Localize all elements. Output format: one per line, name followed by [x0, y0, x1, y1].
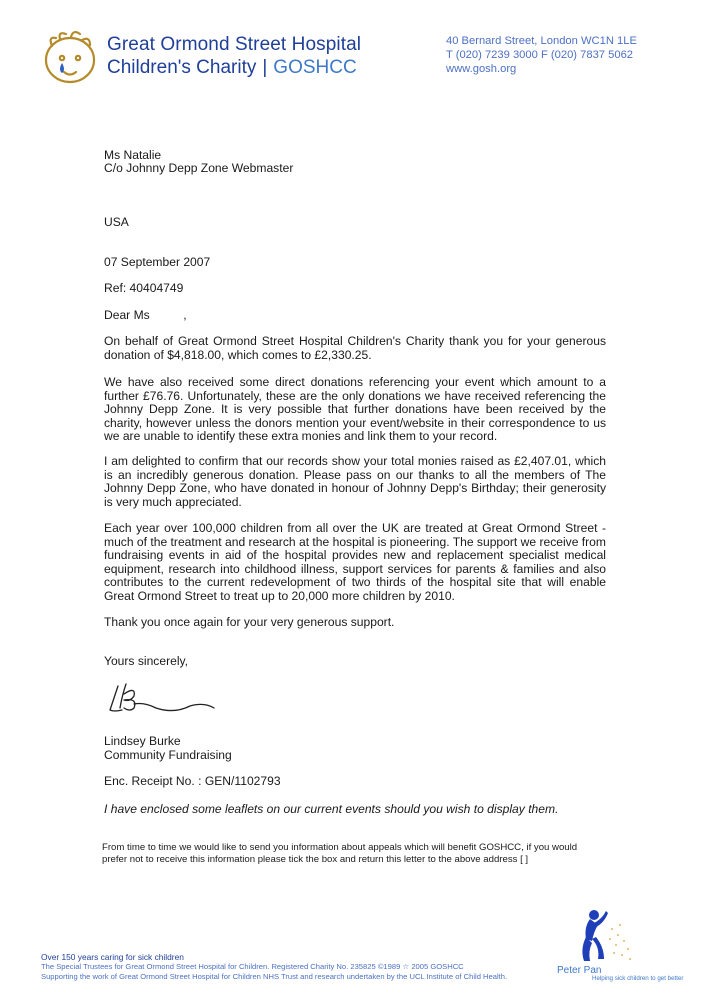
footer	[41, 952, 561, 982]
org-name-line2	[107, 57, 357, 79]
phone-fax-line: T (020) 7239 3000 F (020) 7837 5062	[446, 49, 634, 61]
signatory-name: Lindsey Burke	[104, 734, 181, 748]
org-name-text: Children's Charity	[107, 57, 257, 78]
handwritten-signature	[104, 680, 216, 716]
recipient-country: USA	[104, 215, 129, 229]
paragraph-final-thanks: Thank you once again for your very generous support.	[104, 615, 395, 629]
salutation: Dear Ms ,	[104, 308, 187, 322]
child-face-logo-icon	[40, 28, 100, 86]
website-link[interactable]: www.gosh.org	[446, 63, 517, 75]
recipient-name: Ms Natalie	[104, 148, 162, 162]
footer-tagline: Over 150 years caring for sick children	[41, 952, 184, 962]
footer-trustees: The Special Trustees for Great Ormond Street Hospital for Children. Registered Charity No. 235825 ©1989 ☆ 2005 GOSHCC	[41, 962, 464, 971]
closing: Yours sincerely,	[104, 654, 189, 668]
org-name-line1: Great Ormond Street Hospital	[107, 34, 362, 55]
paragraph-total: I am delighted to confirm that our records show your total monies raised as £2,407.01, which is an incredibly generous donation. Please pass on our thanks to all the members of The Johnny Depp Zone, who have donated in honour of Johnny Depp's Birthday; their generosity is very much appreciated.	[104, 454, 606, 509]
footer-support: Supporting the work of Great Ormond Street Hospital for Children NHS Trust and research undertaken by the UCL Institute of Child Health.	[41, 972, 508, 981]
peter-pan-label: Peter Pan	[557, 965, 602, 976]
contact-block	[446, 34, 706, 76]
paragraph-direct-donations: We have also received some direct donations referencing your event which amount to a further £76.76. Unfortunately, these are the only donations we have received referencing the Johnny Depp Zone. It is very possible that further donations have been received by the charity, however unless the donors mention your event/website in their correspondence to us we are unable to identify these extra monies and link them to your record.	[104, 375, 606, 444]
leaflets-note: I have enclosed some leaflets on our current events should you wish to display them.	[104, 802, 559, 816]
recipient-care-of: C/o Johnny Depp Zone Webmaster	[104, 161, 294, 175]
org-abbr: GOSHCC	[273, 57, 357, 78]
opt-out-notice: From time to time we would like to send you information about appeals which will benefit GOSHCC, if you would prefer not to receive this information please tick the box and return this letter to the above address [ ]	[102, 842, 578, 865]
peter-pan-tagline: Helping sick children to get better	[592, 975, 684, 982]
paragraph-hospital-info: Each year over 100,000 children from all over the UK are treated at Great Ormond Street - much of the treatment and research at the hospital is pioneering. The support we receive from fundraising events in aid of the hospital provides new and replacement specialist medical equipment, research into childhood illness, support services for parents & families and also contributes to the current redevelopment of two thirds of the hospital site that will enable Great Ormond Street to treat up to 20,000 more children by 2010.	[104, 521, 606, 603]
letter-reference: Ref: 40404749	[104, 281, 184, 295]
enclosure-receipt: Enc. Receipt No. : GEN/1102793	[104, 774, 281, 788]
paragraph-thanks: On behalf of Great Ormond Street Hospital Children's Charity thank you for your generous donation of $4,818.00, which comes to £2,330.25.	[104, 334, 606, 362]
letter-date: 07 September 2007	[104, 255, 211, 269]
brand-separator: |	[262, 57, 268, 78]
peter-pan-figure-icon	[572, 905, 642, 967]
signatory-title: Community Fundraising	[104, 748, 232, 762]
address-line: 40 Bernard Street, London WC1N 1LE	[446, 35, 637, 47]
